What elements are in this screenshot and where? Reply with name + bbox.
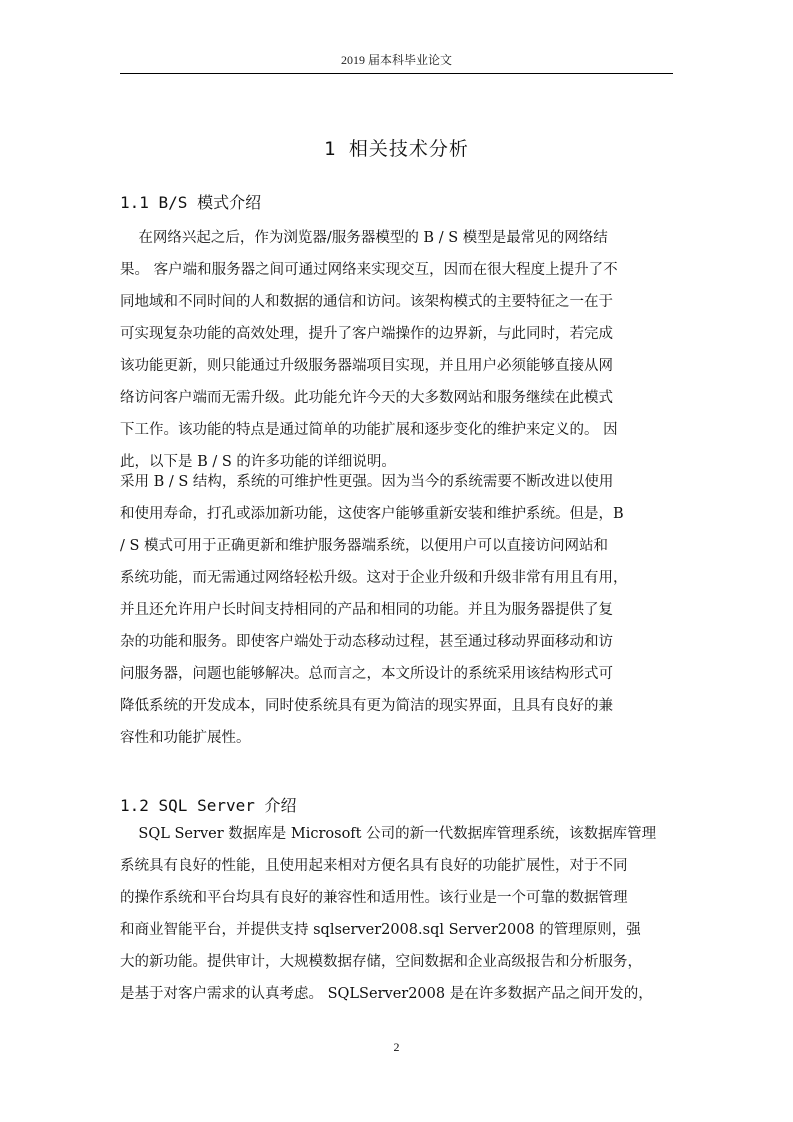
paragraph-sqlserver-intro [120,818,668,1010]
text-line: 在网络兴起之后，作为浏览器/服务器模型的 B / S 模型是最常见的网络结 [120,230,608,246]
paragraph-bs-advantages [120,466,668,754]
section-heading-1-2: 1.2 SQL Server 介绍 [120,796,297,815]
text-line: 和商业智能平台，并提供支持 sqlserver2008.sql Server2008 的管理原则，强 [120,922,641,938]
text-line: 该功能更新，则只能通过升级服务器端项目实现，并且用户必须能够直接从网 [120,358,613,374]
text-line: 此，以下是 B / S 的许多功能的详细说明。 [120,454,396,470]
text-line: 问服务器，问题也能够解决。总而言之，本文所设计的系统采用该结构形式可 [120,666,613,682]
text-line: 采用 B / S 结构，系统的可维护性更强。因为当今的系统需要不断改进以使用 [120,474,614,490]
text-line: 容性和功能扩展性。 [120,730,251,746]
text-line: 下工作。该功能的特点是通过简单的功能扩展和逐步变化的维护来定义的。 因 [120,422,618,438]
text-line: / S 模式可用于正确更新和维护服务器端系统，以便用户可以直接访问网站和 [120,538,609,554]
paragraph-bs-intro [120,222,668,478]
text-line: 系统功能，而无需通过网络轻松升级。这对于企业升级和升级非常有用且有用， [120,570,628,586]
section-heading-1-1: 1.1 B/S 模式介绍 [120,193,262,212]
text-line: 果。 客户端和服务器之间可通过网络来实现交互，因而在很大程度上提升了不 [120,262,618,278]
text-line: 可实现复杂功能的高效处理，提升了客户端操作的边界新，与此同时，若完成 [120,326,613,342]
text-line: 大的新功能。提供审计，大规模数据存储，空间数据和企业高级报告和分析服务， [120,954,642,970]
text-line: 系统具有良好的性能，且使用起来相对方便名具有良好的功能扩展性，对于不同 [120,858,628,874]
page-number: 2 [393,1040,400,1054]
text-line: 并且还允许用户长时间支持相同的产品和相同的功能。并且为服务器提供了复 [120,602,613,618]
running-header: 2019 届本科毕业论文 [340,53,452,67]
text-line: 的操作系统和平台均具有良好的兼容性和适用性。该行业是一个可靠的数据管理 [120,890,628,906]
text-line: 同地域和不同时间的人和数据的通信和访问。该架构模式的主要特征之一在于 [120,294,613,310]
text-line: 络访问客户端而无需升级。此功能允许今天的大多数网站和服务继续在此模式 [120,390,613,406]
text-line: 和使用寿命，打孔或添加新功能，这使客户能够重新安装和维护系统。但是，B [120,506,624,522]
text-line: 是基于对客户需求的认真考虑。 SQLServer2008 是在许多数据产品之间开发的， [120,986,653,1002]
text-line: SQL Server 数据库是 Microsoft 公司的新一代数据库管理系统，该数据库管理 [120,826,657,842]
chapter-title: 1 相关技术分析 [324,138,469,160]
header-rule [120,73,673,74]
text-line: 降低系统的开发成本，同时使系统具有更为简洁的现实界面，且具有良好的兼 [120,698,613,714]
text-line: 杂的功能和服务。即使客户端处于动态移动过程，甚至通过移动界面移动和访 [120,634,613,650]
